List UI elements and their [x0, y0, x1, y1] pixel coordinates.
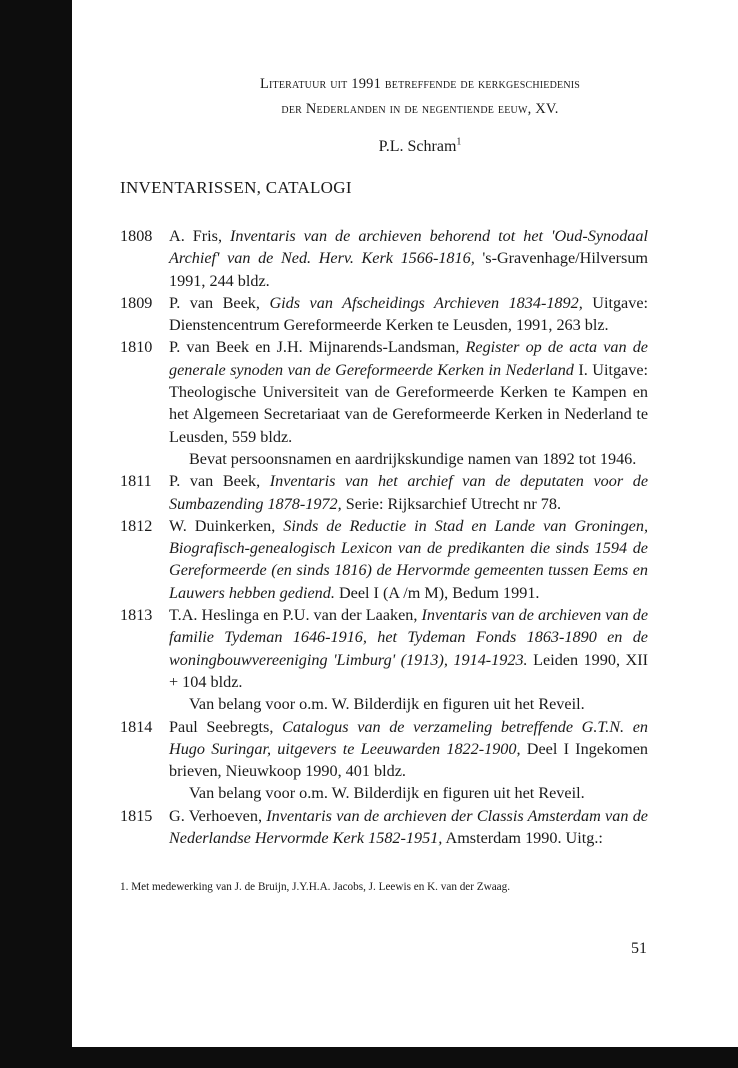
entry-number: 1812 [120, 516, 153, 535]
entry-note: Bevat persoonsnamen en aardrijkskundige namen van 1892 tot 1946. [189, 449, 637, 468]
footnote: 1. Met medewerking van J. de Bruijn, J.Y.H.A. Jacobs, J. Leewis en K. van der Zwaag. [120, 881, 511, 893]
footnote-marker: 1 [456, 136, 462, 148]
page-number: 51 [631, 940, 647, 957]
entry-number: 1813 [120, 606, 153, 625]
bibliography-entry: 1813 T.A. Heslinga en P.U. van der Laaken, Inventaris van de archieven van de familie Tydeman 1646-1916, het Tydeman Fonds 1863-1890 en de woningbouwvereeniging 'Limburg' (1913), 1914-1923. Leiden 1990, XII + 104 bldz. Van belang voor o.m. W. Bilderdijk en figuren uit het Reveil. [120, 604, 648, 715]
entry-note: Van belang voor o.m. W. Bilderdijk en figuren uit het Reveil. [189, 695, 585, 714]
entry-number: 1811 [120, 472, 152, 491]
scan-border-bottom [0, 1047, 738, 1068]
bibliography-entry: 1810 P. van Beek en J.H. Mijnarends-Landsman, Register op de acta van de generale synoden van de Gereformeerde Kerken in Nederland I. Uitgave: Theologische Universiteit van de Gereformeerde Kerken te Kampen en het Algemeen Secretariaat van de Gereformeerde Kerken in Nederland te Leusden, 559 bldz. Bevat persoonsnamen en aardrijkskundige namen van 1892 tot 1946. [120, 336, 648, 470]
entry-number: 1814 [120, 717, 153, 736]
author-line [120, 138, 720, 156]
entry-note: Van belang voor o.m. W. Bilderdijk en figuren uit het Reveil. [189, 784, 585, 803]
bibliography-entry: 1808 A. Fris, Inventaris van de archieven behorend tot het 'Oud-Synodaal Archief' van de Ned. Herv. Kerk 1566-1816, 's-Gravenhage/Hilversum 1991, 244 bldz. [120, 227, 649, 290]
page-title-line-2: der Nederlanden in de negentiende eeuw, XV. [281, 101, 559, 117]
bibliography-entry: 1814 Paul Seebregts, Catalogus van de verzameling betreffende G.T.N. en Hugo Suringar, uitgevers te Leeuwarden 1822-1900, Deel I Ingekomen brieven, Nieuwkoop 1990, 401 bldz. Van belang voor o.m. W. Bilderdijk en figuren uit het Reveil. [120, 716, 648, 805]
author-name: P.L. Schram [378, 138, 457, 155]
entry-number: 1815 [120, 806, 153, 825]
entry-number: 1809 [120, 293, 153, 312]
section-heading: INVENTARISSEN, CATALOGI [120, 178, 352, 197]
entry-number: 1810 [120, 338, 153, 357]
bibliography-entry: 1815 G. Verhoeven, Inventaris van de archieven der Classis Amsterdam van de Nederlandse Hervormde Kerk 1582-1951, Amsterdam 1990. Uitg.: [120, 806, 648, 848]
bibliography-entry: 1809 P. van Beek, Gids van Afscheidings Archieven 1834-1892, Uitgave: Dienstencentrum Gereformeerde Kerken te Leusden, 1991, 263 blz. [120, 293, 649, 335]
bibliography-entry: 1811 P. van Beek, Inventaris van het archief van de deputaten voor de Sumbazending 1878-1972, Serie: Rijksarchief Utrecht nr 78. [120, 472, 649, 513]
entry-number: 1808 [120, 227, 153, 245]
bibliography-entry: 1812 W. Duinkerken, Sinds de Reductie in Stad en Lande van Groningen, Biografisch-genealogisch Lexicon van de predikanten die sinds 1594 de Gereformeerde (en sinds 1816) de Hervormde gemeenten tussen Eems en Lauwers hebben gediend. Deel I (A /m M), Bedum 1991. [120, 516, 648, 602]
page-title-line-1: Literatuur uit 1991 betreffende de kerkgeschiedenis [259, 76, 581, 92]
bibliography-list [120, 225, 648, 849]
scan-border-left [0, 0, 72, 1068]
